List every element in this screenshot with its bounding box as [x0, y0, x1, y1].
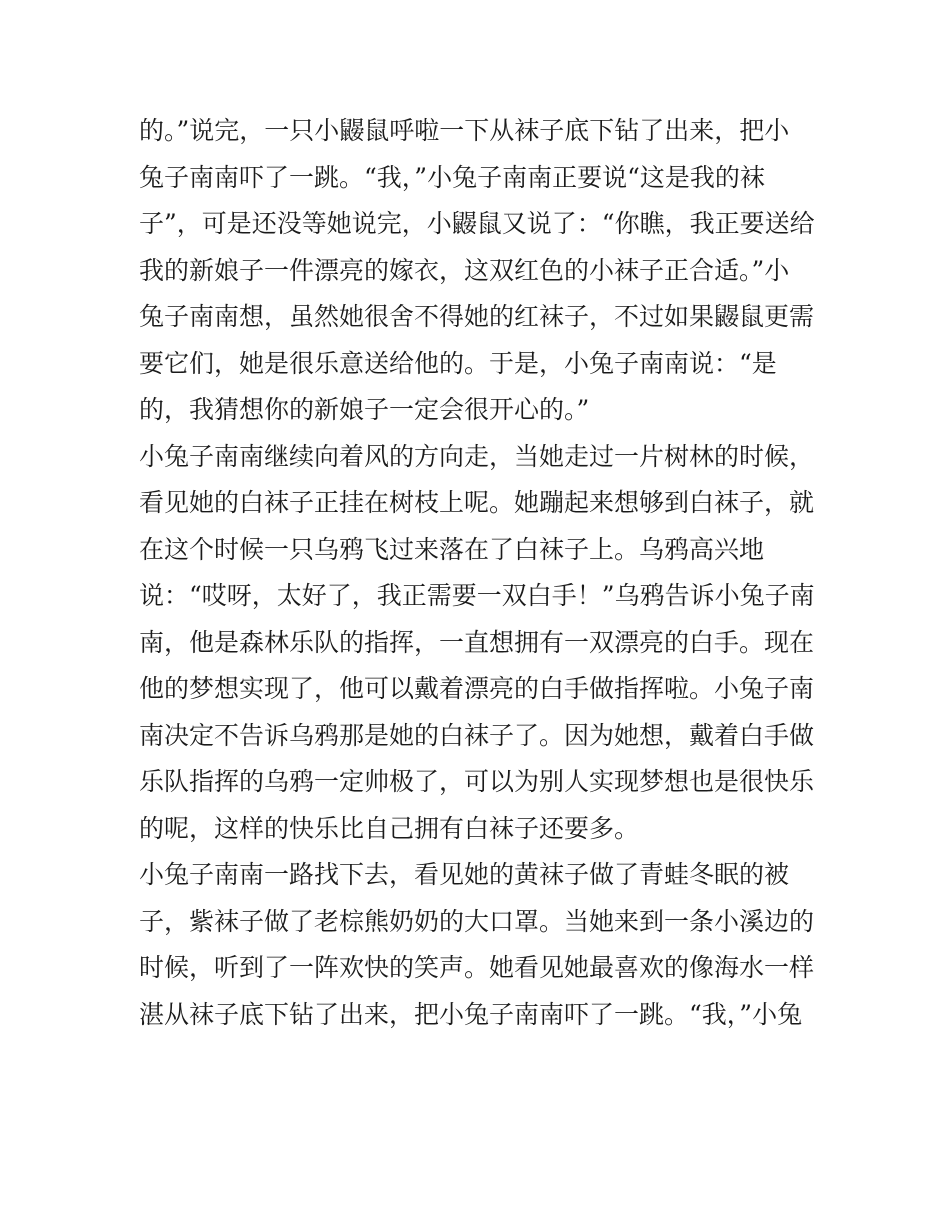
text-line: 小兔子南南继续向着风的方向走，当她走过一片树林的时候， — [139, 441, 815, 471]
text-line: 的，我猜想你的新娘子一定会很开心的。” — [139, 395, 590, 424]
text-line: 兔子南南想，虽然她很舍不得她的红袜子，不过如果鼹鼠更需 — [139, 302, 815, 331]
text-line: 小兔子南南一路找下去，看见她的黄袜子做了青蛙冬眠的被 — [139, 860, 790, 889]
text-line: 的呢，这样的快乐比自己拥有白袜子还要多。 — [139, 813, 640, 843]
text-line: 我的新娘子一件漂亮的嫁衣，这双红色的小袜子正合适。”小 — [139, 255, 790, 285]
text-line: 南，他是森林乐队的指挥，一直想拥有一双漂亮的白手。现在 — [139, 627, 815, 657]
text-line: 子，紫袜子做了老棕熊奶奶的大口罩。当她来到一条小溪边的 — [139, 906, 815, 936]
text-line: 的。”说完，一只小鼹鼠呼啦一下从袜子底下钻了出来，把小 — [139, 116, 790, 145]
text-line: 子”，可是还没等她说完，小鼹鼠又说了：“你瞧，我正要送给 — [139, 209, 815, 238]
text-line: 时候，听到了一阵欢快的笑声。她看见她最喜欢的像海水一样 — [139, 953, 815, 982]
text-line: 他的梦想实现了，他可以戴着漂亮的白手做指挥啦。小兔子南 — [139, 674, 815, 703]
text-line: 南决定不告诉乌鸦那是她的白袜子了。因为她想，戴着白手做 — [139, 720, 815, 750]
text-line: 在这个时候一只乌鸦飞过来落在了白袜子上。乌鸦高兴地 — [139, 534, 765, 564]
text-line: 兔子南南吓了一跳。“我，”小兔子南南正要说“这是我的袜 — [139, 162, 765, 192]
text-line: 乐队指挥的乌鸦一定帅极了，可以为别人实现梦想也是很快乐 — [139, 767, 815, 796]
text-line: 看见她的白袜子正挂在树枝上呢。她蹦起来想够到白袜子，就 — [139, 488, 815, 517]
text-line: 要它们，她是很乐意送给他的。于是，小兔子南南说：“是 — [139, 348, 777, 378]
story-text — [139, 108, 819, 1038]
text-line: 说：“哎呀，太好了，我正需要一双白手！”乌鸦告诉小兔子南 — [139, 581, 815, 610]
text-line: 湛从袜子底下钻了出来，把小兔子南南吓了一跳。“我，”小兔 — [139, 999, 803, 1029]
